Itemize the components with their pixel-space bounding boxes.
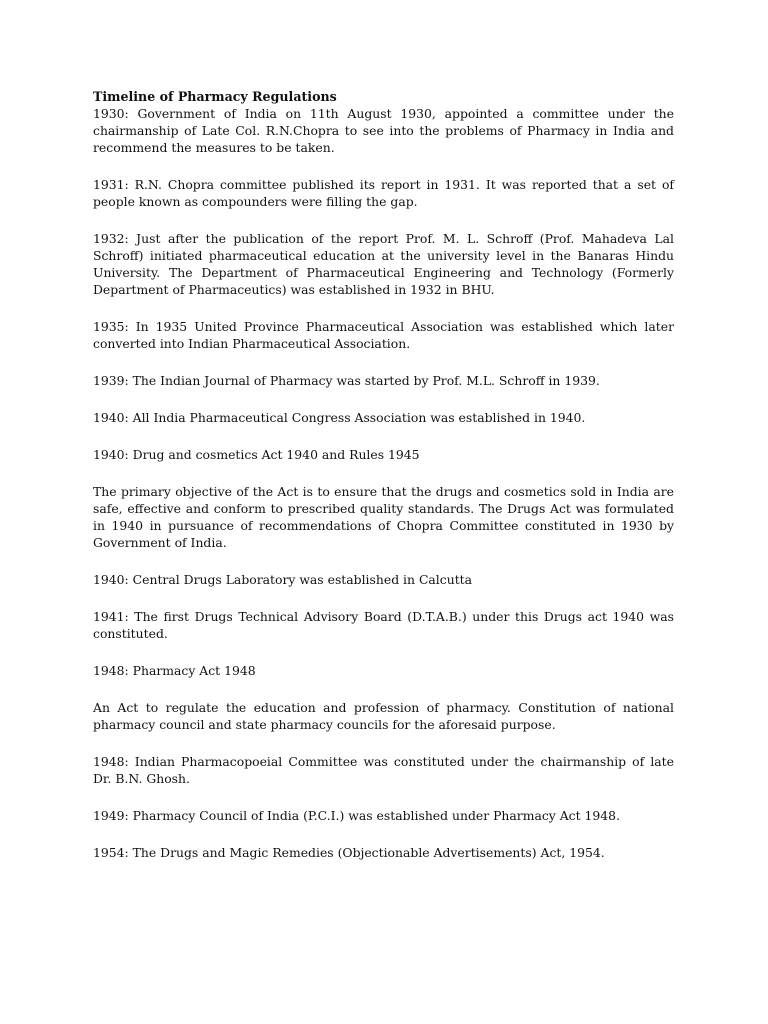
timeline-paragraph-1931: 1931: R.N. Chopra committee published its report in 1931. It was reported that a set of people known as compounders were filling the gap. <box>93 177 674 209</box>
timeline-paragraph-1932: 1932: Just after the publication of the report Prof. M. L. Schroff (Prof. Mahadeva Lal Schroff) initiated pharmaceutical education at the university level in the Banaras Hindu University. The Department of Pharmaceutical Engineering and Technology (Formerly Department of Pharmaceutics) was established in 1932 in BHU. <box>93 231 674 297</box>
timeline-paragraph-1954: 1954: The Drugs and Magic Remedies (Objectionable Advertisements) Act, 1954. <box>93 845 605 860</box>
document-body <box>93 88 674 881</box>
timeline-paragraph-1940-congress: 1940: All India Pharmaceutical Congress Association was established in 1940. <box>93 410 586 425</box>
timeline-paragraph-1949: 1949: Pharmacy Council of India (P.C.I.) was established under Pharmacy Act 1948. <box>93 808 621 823</box>
timeline-paragraph-1939: 1939: The Indian Journal of Pharmacy was started by Prof. M.L. Schroff in 1939. <box>93 373 600 388</box>
timeline-paragraph-1930: 1930: Government of India on 11th August 1930, appointed a committee under the chairmanship of Late Col. R.N.Chopra to see into the problems of Pharmacy in India and recommend the measures to be taken. <box>93 106 674 155</box>
timeline-paragraph-1948-pharmacopoeial: 1948: Indian Pharmacopoeial Committee was constituted under the chairmanship of late Dr. B.N. Ghosh. <box>93 754 674 786</box>
drugs-act-objective-paragraph: The primary objective of the Act is to ensure that the drugs and cosmetics sold in India are safe, effective and conform to prescribed quality standards. The Drugs Act was formulated in 1940 in pursuance of recommendations of Chopra Committee constituted in 1930 by Government of India. <box>93 484 674 550</box>
pharmacy-act-description-paragraph: An Act to regulate the education and profession of pharmacy. Constitution of national pharmacy council and state pharmacy councils for the aforesaid purpose. <box>93 700 674 732</box>
timeline-paragraph-1935: 1935: In 1935 United Province Pharmaceutical Association was established which later converted into Indian Pharmaceutical Association. <box>93 319 674 351</box>
timeline-paragraph-1940-drugs-act: 1940: Drug and cosmetics Act 1940 and Rules 1945 <box>93 447 420 462</box>
timeline-paragraph-1948-pharmacy-act: 1948: Pharmacy Act 1948 <box>93 663 256 678</box>
document-title: Timeline of Pharmacy Regulations <box>93 89 337 104</box>
timeline-paragraph-1940-laboratory: 1940: Central Drugs Laboratory was established in Calcutta <box>93 572 473 587</box>
timeline-paragraph-1941: 1941: The first Drugs Technical Advisory Board (D.T.A.B.) under this Drugs act 1940 was constituted. <box>93 609 674 641</box>
